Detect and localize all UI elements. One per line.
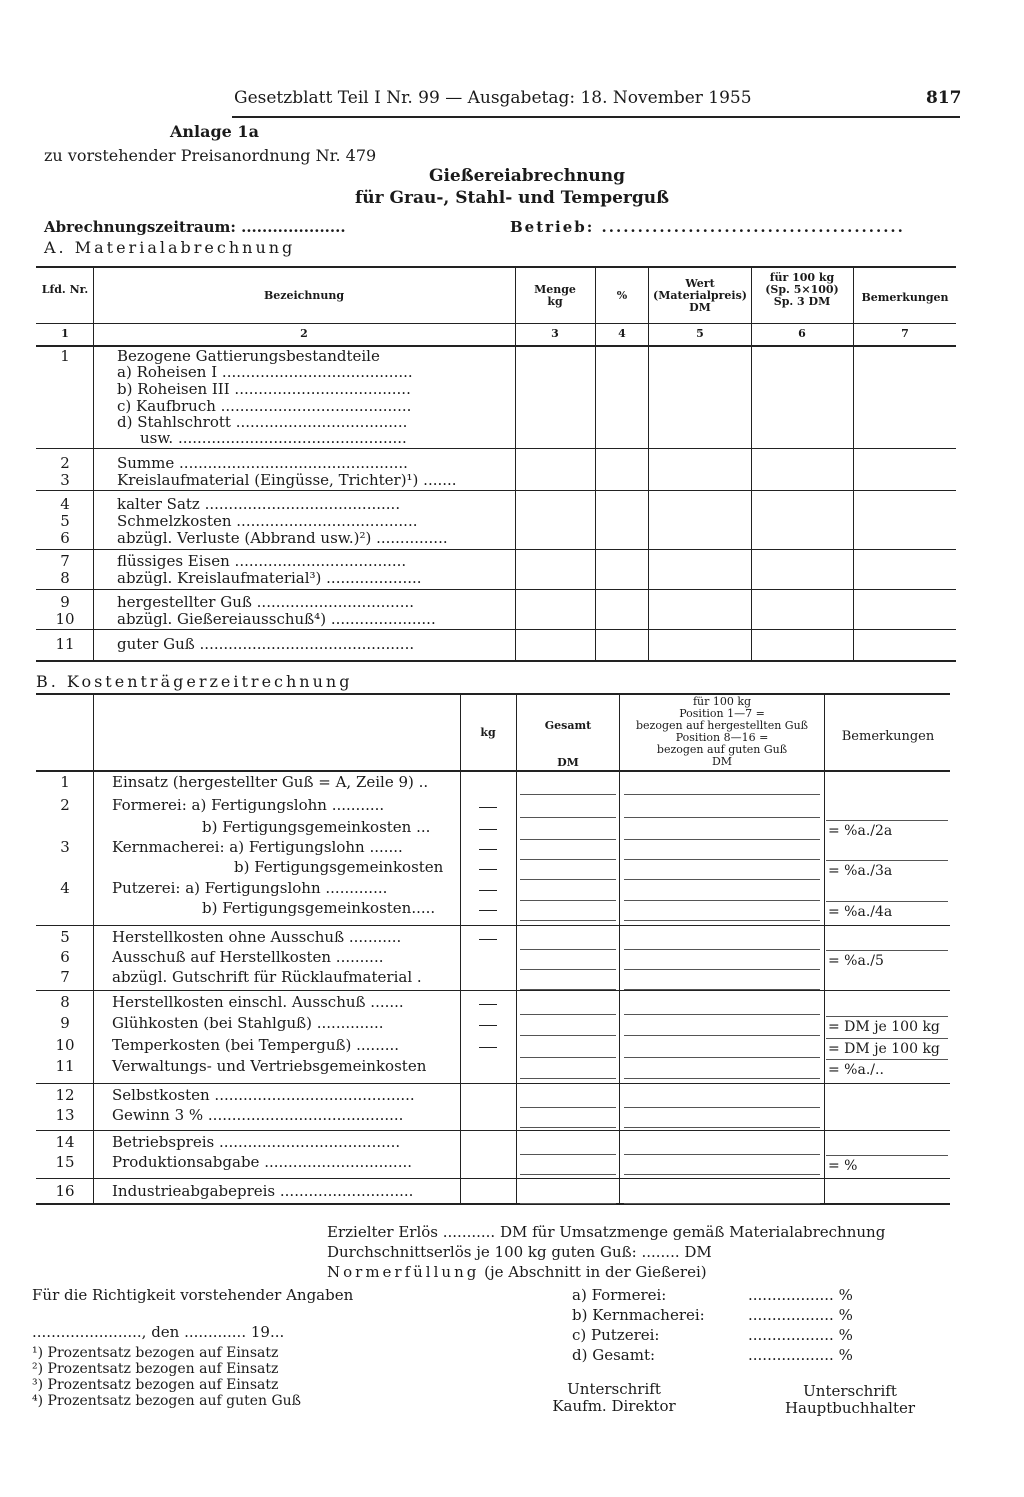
col-number: 1 [61,327,69,340]
table-b-col-divider [516,693,517,1203]
fill-in-line [624,859,820,860]
table-a-row-nr: 2 [60,454,70,472]
fill-in-line [624,879,820,880]
col-bemerkungen-header: Bemerkungen [841,729,935,744]
table-a-row-nr: 7 [60,552,70,570]
col-number: 5 [696,327,704,340]
table-b-top-rule [36,693,950,695]
running-title: Gesetzblatt Teil I Nr. 99 — Ausgabetag: 18. November 1955 [234,88,752,108]
kg-dash-mark [479,910,497,911]
table-b-row-nr: 14 [55,1133,75,1151]
table-a-top-rule [36,266,956,268]
table-b-group-rule [36,1083,950,1084]
fill-in-line [624,1203,820,1204]
table-a-row-nr: 10 [55,610,75,628]
col-number: 2 [300,327,308,340]
fill-in-line [520,949,616,950]
fill-in-line [624,794,820,795]
table-a-row-text: usw. ................................................ [140,429,407,447]
signature-director-line1: Unterschrift [567,1380,661,1398]
remark-line [826,1016,948,1017]
fill-in-line [624,900,820,901]
table-b-row-nr: 5 [60,928,70,946]
col-bezeichnung-header: Bezeichnung [263,289,345,302]
table-a-group-rule [36,549,956,550]
fill-in-line [520,900,616,901]
table-a-row-nr: 9 [60,593,70,611]
fill-in-line [624,1174,820,1175]
table-a-col-divider [515,266,516,660]
col-gesamt-unit: DM [557,756,579,769]
table-a-col-divider [853,266,854,660]
kg-dash-mark [479,890,497,891]
table-b-row-nr: 9 [60,1014,70,1032]
fill-in-line [624,949,820,950]
table-b-row-text: Kernmacherei: a) Fertigungslohn ....... [112,838,403,856]
table-a-row-text: b) Roheisen III ..................................... [117,380,411,398]
table-b-group-rule [36,925,950,926]
fill-in-line [624,1107,820,1108]
kg-dash-mark [479,1025,497,1026]
table-a-row-nr: 1 [60,347,70,365]
fill-in-line [520,839,616,840]
table-a-row-text: c) Kaufbruch ........................................ [117,397,412,415]
table-b-row-text: Putzerei: a) Fertigungslohn ............. [112,879,388,897]
table-b-row-text: Betriebspreis ...................................... [112,1133,401,1151]
summary-norm [327,1263,707,1281]
table-a-group-rule [36,490,956,491]
table-b-row-nr: 13 [55,1106,75,1124]
summary-norm-rest: (je Abschnitt in der Gießerei) [484,1263,707,1281]
col-percent-header: % [616,289,628,302]
table-b-row-text: Herstellkosten einschl. Ausschuß ....... [112,993,404,1011]
table-b-row-text: Einsatz (hergestellter Guß = A, Zeile 9) .. [112,773,429,791]
table-a-row-text: Summe ................................................ [117,454,408,472]
table-a-row-text: abzügl. Gießereiausschuß⁴) ...................... [117,610,436,628]
table-b-row-remark: = %a./.. [828,1062,884,1078]
table-a-group-rule [36,629,956,630]
doc-title-line2: für Grau-, Stahl- und Temperguß [354,188,670,208]
signature-accountant-line1: Unterschrift [803,1382,897,1400]
table-b-group-rule [36,990,950,991]
table-b-row-nr: 8 [60,993,70,1011]
fill-in-line [520,817,616,818]
table-b-row-text: abzügl. Gutschrift für Rücklaufmaterial . [112,968,422,986]
kg-dash-mark [479,939,497,940]
remark-line [826,860,948,861]
table-a-row-text: kalter Satz ......................................... [117,495,401,513]
period-label: Abrechnungszeitraum: .................... [44,218,346,236]
col-fuer100-line: DM [711,755,733,768]
table-a-row-text: hergestellter Guß ................................. [117,593,415,611]
section-a-heading: A. Materialabrechnung [44,238,296,257]
table-a-row-nr: 3 [60,471,70,489]
fill-in-line [520,1014,616,1015]
kg-dash-mark [479,849,497,850]
table-b-row-nr: 10 [55,1036,75,1054]
signature-director-line2: Kaufm. Direktor [552,1397,676,1415]
annex-label: Anlage 1a [170,122,259,141]
table-b-row-text: Temperkosten (bei Temperguß) ......... [112,1036,400,1054]
fill-in-line [624,1014,820,1015]
footnote: ²) Prozentsatz bezogen auf Einsatz [32,1361,279,1377]
fill-in-line [624,839,820,840]
table-b-row-nr: 4 [60,879,70,897]
table-a-row-text: d) Stahlschrott .................................... [117,413,408,431]
plant-label: Betrieb: .......................................... [510,218,905,236]
norm-gesamt-label: d) Gesamt: [572,1346,656,1364]
footnote: ⁴) Prozentsatz bezogen auf guten Guß [32,1393,302,1409]
doc-title-line1: Gießereiabrechnung [428,166,626,186]
remark-line [826,1038,948,1039]
norm-putzerei-label: c) Putzerei: [572,1326,660,1344]
table-a-row-nr: 5 [60,512,70,530]
fill-in-line [520,1127,616,1128]
table-b-row-remark: = %a./3a [828,863,893,879]
table-b-row-text: Ausschuß auf Herstellkosten .......... [112,948,384,966]
table-a-row-text: Bezogene Gattierungsbestandteile [117,347,380,365]
norm-gesamt-value: .................. % [748,1346,853,1364]
table-a-row-text: Kreislaufmaterial (Eingüsse, Trichter)¹) ....... [117,471,457,489]
fill-in-line [624,1154,820,1155]
table-b-row-nr: 11 [55,1057,75,1075]
fill-in-line [520,879,616,880]
table-a-col-divider [751,266,752,660]
remark-line [826,820,948,821]
table-b-col-divider [619,693,620,1203]
col-bemerkungen-header: Bemerkungen [861,291,949,304]
table-b-row-nr: 15 [55,1153,75,1171]
norm-formerei-label: a) Formerei: [572,1286,667,1304]
fill-in-line [520,1203,616,1204]
table-b-row-text: Herstellkosten ohne Ausschuß ........... [112,928,402,946]
table-a-row-nr: 11 [55,635,75,653]
section-b-heading: B. Kostenträgerzeitrechnung [36,672,353,691]
table-a-row-text: abzügl. Kreislaufmaterial³) .................... [117,569,422,587]
table-a-row-text: abzügl. Verluste (Abbrand usw.)²) ............... [117,529,448,547]
table-b-row-nr: 1 [60,773,70,791]
col-fuer100-line: für 100 kg [692,695,752,708]
table-a-row-text: guter Guß ............................................. [117,635,415,653]
col-fuer100-line: Position 8—16 = [675,731,769,744]
table-a-group-rule [36,448,956,449]
table-b-row-text: Selbstkosten .......................................... [112,1086,415,1104]
table-b-row-text: Formerei: a) Fertigungslohn ........... [112,796,385,814]
remark-line [826,1059,948,1060]
col-fuer100-header: für 100 kg (Sp. 5×100) Sp. 3 DM [765,271,839,308]
fill-in-line [624,1057,820,1058]
table-b-row-nr: 7 [60,968,70,986]
table-a-row-text: Schmelzkosten ...................................... [117,512,418,530]
signature-accountant-line2: Hauptbuchhalter [784,1399,916,1417]
fill-in-line [520,859,616,860]
fill-in-line [624,1035,820,1036]
table-b-row-text: Gewinn 3 % ......................................... [112,1106,404,1124]
table-a-header-rule [36,323,956,324]
table-b-row-remark: = % [828,1158,858,1174]
fill-in-line [624,1078,820,1079]
summary-revenue: Erzielter Erlös ........... DM für Umsatzmenge gemäß Materialabrechnung [327,1223,886,1241]
table-b-row-nr: 16 [55,1182,75,1200]
fill-in-line [624,920,820,921]
table-a-col-divider [595,266,596,660]
fill-in-line [520,1107,616,1108]
norm-putzerei-value: .................. % [748,1326,853,1344]
fill-in-line [520,1078,616,1079]
norm-kernmacherei-label: b) Kernmacherei: [572,1306,705,1324]
table-b-row-nr: 6 [60,948,70,966]
kg-dash-mark [479,807,497,808]
table-a-col-divider [93,266,94,660]
table-b-row-remark: = %a./2a [828,823,893,839]
table-b-row-text: Produktionsabgabe ............................... [112,1153,413,1171]
col-menge-header: Menge kg [534,283,576,308]
col-gesamt-header: Gesamt [544,719,592,732]
table-b-row-nr: 2 [60,796,70,814]
footnote: ¹) Prozentsatz bezogen auf Einsatz [32,1345,279,1361]
fill-in-line [520,920,616,921]
table-a-bottom-rule [36,660,956,662]
table-a-group-rule [36,589,956,590]
col-number: 6 [798,327,806,340]
summary-norm-label: Normerfüllung [327,1263,480,1281]
fill-in-line [520,794,616,795]
table-b-col-divider [93,693,94,1203]
place-date: ......................., den ............. 19... [32,1323,285,1341]
col-lfd-header: Lfd. Nr. [41,283,89,296]
table-b-row-text: Glühkosten (bei Stahlguß) .............. [112,1014,384,1032]
fill-in-line [520,969,616,970]
fill-in-line [520,1035,616,1036]
col-number: 4 [618,327,626,340]
table-b-row-text: b) Fertigungsgemeinkosten..... [202,899,436,917]
table-a-row-nr: 8 [60,569,70,587]
header-rule [232,116,960,118]
kg-dash-mark [479,1004,497,1005]
table-a-row-nr: 4 [60,495,70,513]
fill-in-line [520,1174,616,1175]
table-b-row-text: Verwaltungs- und Vertriebsgemeinkosten [112,1057,427,1075]
fill-in-line [520,989,616,990]
table-b-row-text: Industrieabgabepreis ............................ [112,1182,414,1200]
summary-average: Durchschnittserlös je 100 kg guten Guß: ........ DM [327,1243,712,1261]
kg-dash-mark [479,869,497,870]
col-fuer100-line: bezogen auf guten Guß [656,743,788,756]
table-b-row-remark: = DM je 100 kg [828,1041,940,1057]
table-b-row-nr: 3 [60,838,70,856]
fill-in-line [624,969,820,970]
table-b-group-rule [36,1178,950,1179]
col-fuer100-line: Position 1—7 = [679,707,765,720]
table-b-group-rule [36,1130,950,1131]
table-a-row-text: a) Roheisen I ........................................ [117,363,413,381]
table-b-col-divider [824,693,825,1203]
table-b-row-remark: = DM je 100 kg [828,1019,940,1035]
table-b-row-remark: = %a./4a [828,904,893,920]
table-b-col-divider [460,693,461,1203]
table-a-col-divider [648,266,649,660]
col-wert-header: Wert (Materialpreis) DM [653,277,747,314]
norm-formerei-value: .................. % [748,1286,853,1304]
annex-reference: zu vorstehender Preisanordnung Nr. 479 [44,146,377,165]
table-b-row-nr: 12 [55,1086,75,1104]
norm-kernmacherei-value: .................. % [748,1306,853,1324]
col-fuer100-line: bezogen auf hergestellten Guß [635,719,809,732]
footnote: ³) Prozentsatz bezogen auf Einsatz [32,1377,279,1393]
table-a-row-nr: 6 [60,529,70,547]
col-kg-header: kg [480,726,496,739]
remark-line [826,901,948,902]
table-b-header-rule [36,770,950,772]
fill-in-line [624,817,820,818]
table-b-row-text: b) Fertigungsgemeinkosten ... [202,818,431,836]
remark-line [826,950,948,951]
col-number: 7 [901,327,909,340]
table-b-row-remark: = %a./5 [828,953,884,969]
fill-in-line [624,1127,820,1128]
col-number: 3 [551,327,559,340]
page-number: 817 [926,88,962,108]
fill-in-line [520,1154,616,1155]
kg-dash-mark [479,829,497,830]
table-a-row-text: flüssiges Eisen .................................... [117,552,407,570]
fill-in-line [520,1057,616,1058]
certify-text: Für die Richtigkeit vorstehender Angaben [32,1286,354,1304]
fill-in-line [624,989,820,990]
kg-dash-mark [479,1047,497,1048]
table-b-row-text: b) Fertigungsgemeinkosten [234,858,444,876]
remark-line [826,1155,948,1156]
